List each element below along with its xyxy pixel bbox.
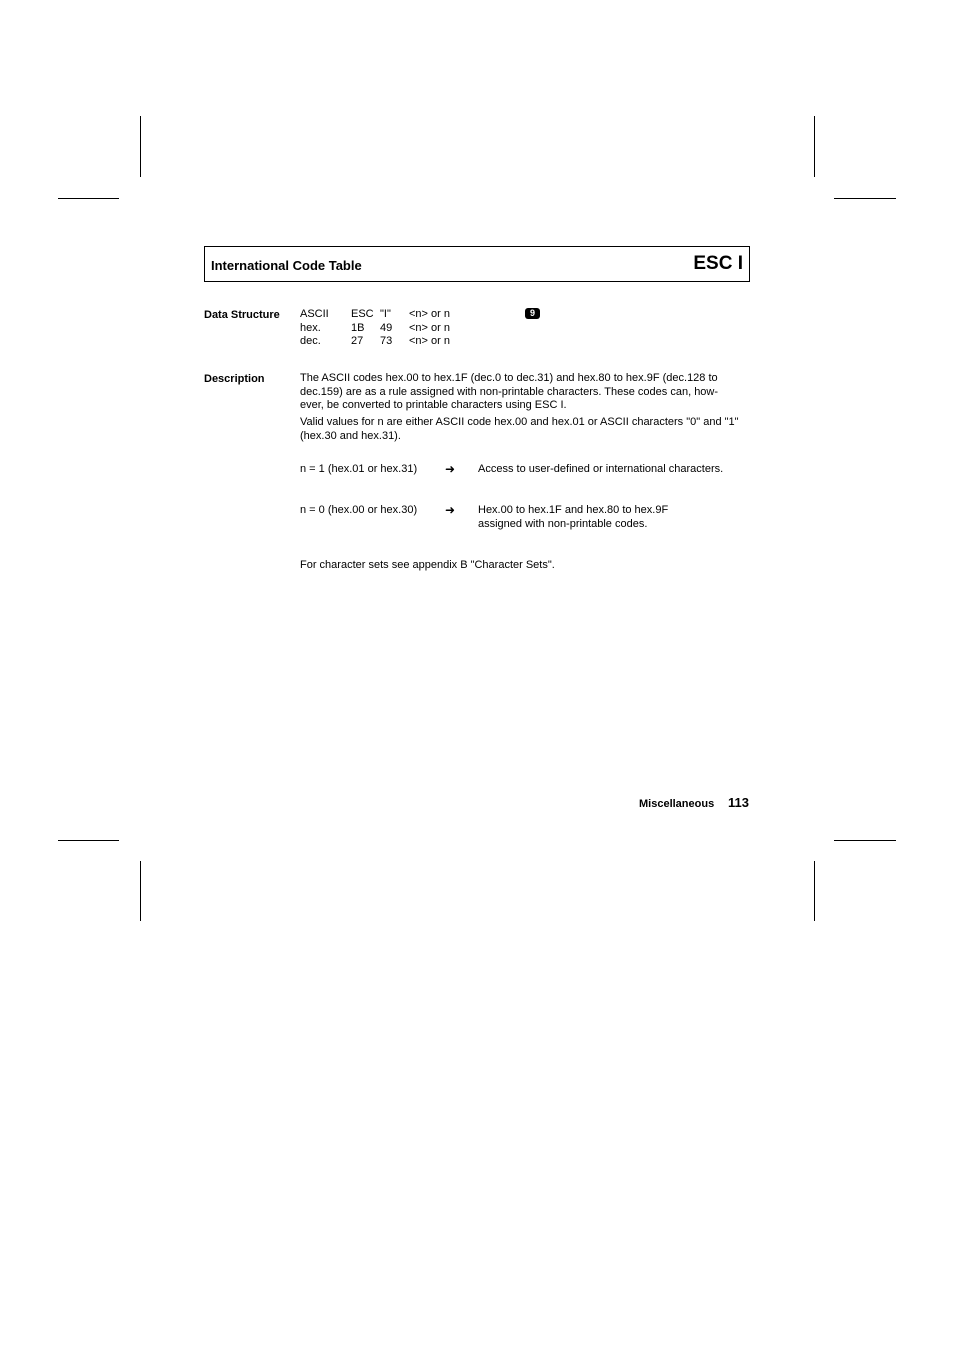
arrow-right-icon: ➜	[445, 503, 456, 517]
row-type: hex.	[300, 322, 321, 334]
footer-section: Miscellaneous	[639, 798, 715, 810]
row-value-a: ESC	[351, 308, 374, 320]
page-title: International Code Table	[211, 258, 362, 273]
row-type: ASCII	[300, 308, 329, 320]
row-type: dec.	[300, 335, 321, 347]
option-result-cont: assigned with non-printable codes.	[478, 518, 648, 530]
description-paragraph: The ASCII codes hex.00 to hex.1F (dec.0 to dec.31) and hex.80 to hex.9F (dec.128 to dec.159) are as a rule assigned with non-printable characters. These codes can, how-ever, be converted to printable characters using ESC I.	[300, 372, 719, 411]
valid-values-paragraph: Valid values for n are either ASCII code hex.00 and hex.01 or ASCII characters "0" and "1" (hex.30 and hex.31).	[300, 416, 739, 442]
command-code: ESC I	[693, 253, 743, 274]
crop-mark	[834, 840, 896, 841]
row-param: <n> or n	[409, 308, 450, 320]
row-value-b: 49	[380, 322, 393, 334]
section-header	[204, 246, 750, 282]
arrow-right-icon: ➜	[445, 462, 456, 476]
description-label: Description	[204, 373, 265, 385]
option-result: Access to user-defined or international characters.	[478, 463, 724, 475]
option-condition: n = 0 (hex.00 or hex.30)	[300, 504, 418, 516]
option-result: Hex.00 to hex.1F and hex.80 to hex.9F	[478, 504, 669, 516]
crop-mark	[58, 198, 119, 199]
option-condition: n = 1 (hex.01 or hex.31)	[300, 463, 418, 475]
crop-mark	[58, 840, 119, 841]
data-structure-label: Data Structure	[204, 309, 280, 321]
row-value-b: 73	[380, 335, 393, 347]
crop-mark	[140, 861, 141, 921]
crop-mark	[814, 116, 815, 177]
row-param: <n> or n	[409, 322, 450, 334]
crop-mark	[140, 116, 141, 177]
crop-mark	[834, 198, 896, 199]
row-value-b: "I"	[380, 308, 391, 320]
printer-badge-icon: 9	[525, 308, 540, 319]
character-sets-note: For character sets see appendix B "Character Sets".	[300, 559, 555, 571]
row-value-a: 27	[351, 335, 364, 347]
page-number: 113	[728, 795, 749, 810]
crop-mark	[814, 861, 815, 921]
row-param: <n> or n	[409, 335, 450, 347]
row-value-a: 1B	[351, 322, 365, 334]
